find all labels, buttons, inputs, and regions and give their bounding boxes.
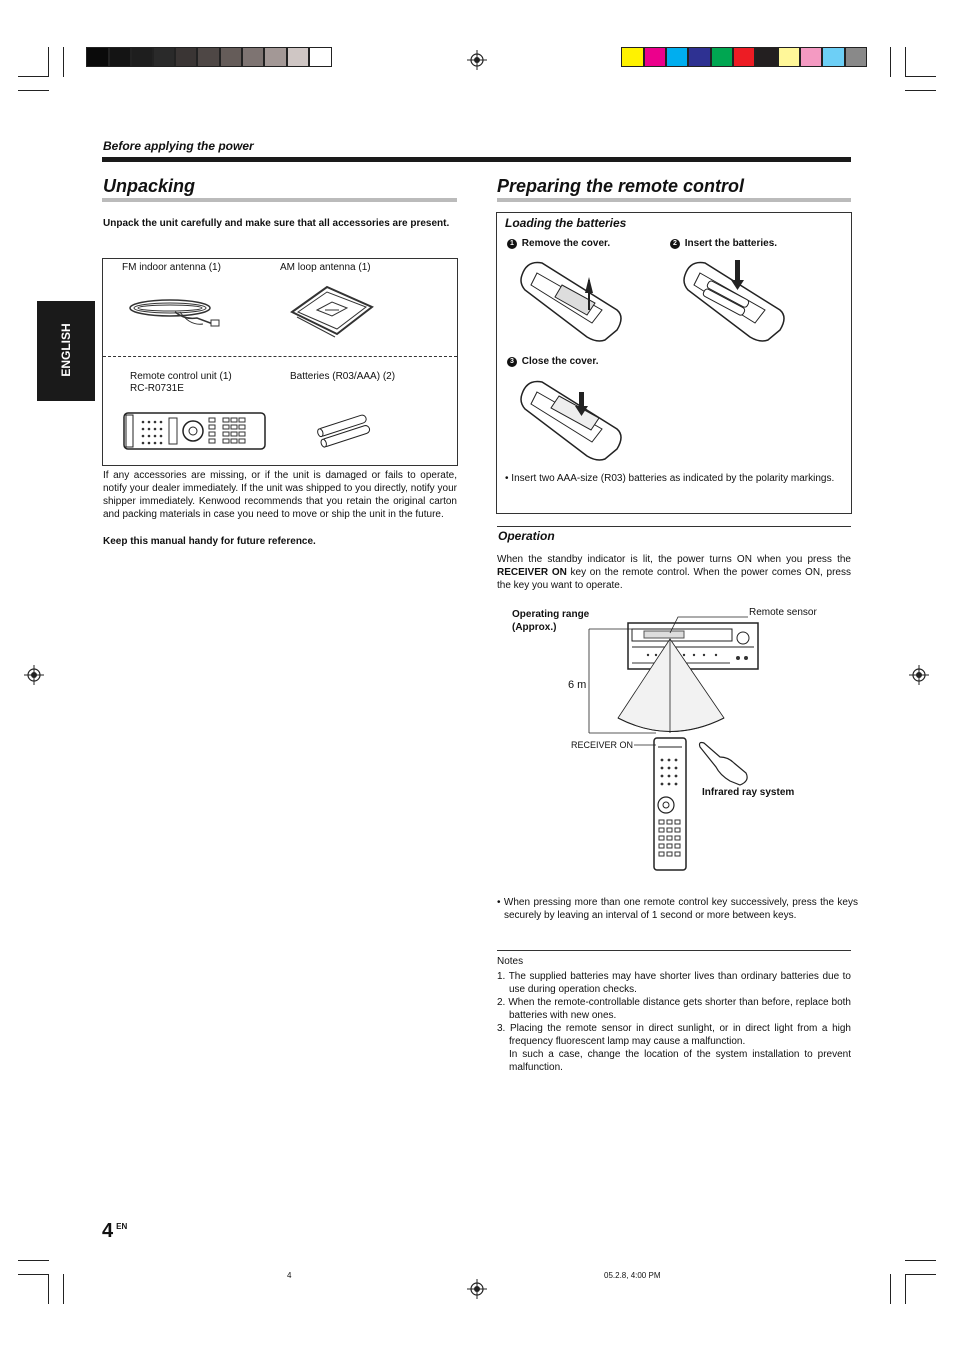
remove-cover-image	[517, 255, 627, 345]
operating-range-approx: (Approx.)	[512, 622, 557, 633]
accessory-fm-antenna-label: FM indoor antenna (1)	[122, 262, 221, 273]
notes-rule	[497, 950, 851, 951]
operation-rule	[497, 526, 851, 527]
note-1-number: 1.	[497, 971, 506, 982]
am-antenna-image	[287, 282, 377, 342]
step-1	[507, 237, 610, 250]
keep-manual-note: Keep this manual handy for future reference.	[103, 536, 316, 547]
step-2-text: Insert the batteries.	[684, 238, 778, 249]
step-3	[507, 355, 598, 368]
remote-sensor-label: Remote sensor	[749, 607, 817, 618]
note-item-2	[497, 996, 851, 1022]
note-1-text: The supplied batteries may have shorter lives than ordinary batteries due to use during operation checks.	[508, 971, 851, 995]
operation-bullet-text: When pressing more than one remote control key successively, press the keys securely by leaving an interval of 1 second or more between keys.	[503, 897, 858, 921]
note-2-text: When the remote-controllable distance gets shorter than before, replace both batteries with new ones.	[508, 997, 851, 1021]
registration-target-bottom	[467, 1279, 487, 1299]
loading-bullet	[505, 472, 850, 485]
infrared-label: Infrared ray system	[702, 787, 795, 798]
insert-batteries-image	[680, 255, 790, 345]
step-1-number: 1	[507, 239, 517, 249]
bullet-dot: •	[505, 473, 509, 484]
page-number-value: 4	[102, 1220, 114, 1242]
page-number-suffix: EN	[116, 1222, 128, 1231]
note-item-3	[497, 1022, 851, 1048]
note-item-3-extra: In such a case, change the location of the system installation to prevent malfunction.	[509, 1049, 851, 1073]
batteries-image	[313, 417, 378, 445]
distance-label: 6 m	[568, 679, 587, 691]
accessory-remote-label: Remote control unit (1)	[130, 371, 232, 382]
unpacking-title-rule	[102, 198, 457, 202]
loading-bullet-text: Insert two AAA-size (R03) batteries as indicated by the polarity markings.	[511, 473, 835, 484]
note-2-number: 2.	[497, 997, 506, 1008]
notes-list	[497, 970, 851, 1074]
notes-title: Notes	[497, 956, 524, 967]
unpacking-title: Unpacking	[103, 176, 196, 196]
step-2	[670, 237, 777, 250]
operation-text-after: key on the remote control. When the power comes ON, press the key you want to operate.	[497, 567, 851, 591]
accessory-am-antenna-label: AM loop antenna (1)	[280, 262, 371, 273]
note-3-text: Placing the remote sensor in direct sunlight, or in direct light from a high frequency fluorescent lamp may cause a malfunction.	[509, 1023, 851, 1047]
accessory-batteries-label: Batteries (R03/AAA) (2)	[290, 371, 396, 382]
note-item-1	[497, 970, 851, 996]
accessory-remote-model: RC-R0731E	[130, 383, 184, 394]
remote-title-rule	[497, 198, 851, 202]
page-number	[102, 1220, 127, 1243]
step-1-text: Remove the cover.	[521, 238, 611, 249]
loading-batteries-title: Loading the batteries	[505, 216, 627, 230]
note-3-number: 3.	[497, 1023, 506, 1034]
operation-bullet-dot: •	[497, 897, 501, 908]
remote-title: Preparing the remote control	[497, 176, 745, 196]
header-rule	[102, 157, 851, 162]
operation-title: Operation	[498, 529, 555, 543]
close-cover-image	[517, 374, 627, 464]
unpacking-intro: Unpack the unit carefully and make sure that all accessories are present.	[103, 218, 450, 229]
step-3-number: 3	[507, 357, 517, 367]
print-timestamp: 05.2.8, 4:00 PM	[604, 1271, 661, 1280]
fm-antenna-image	[125, 290, 220, 340]
accessories-divider	[103, 356, 457, 357]
print-page-number: 4	[287, 1271, 292, 1280]
operating-range-label: Operating range	[512, 609, 590, 620]
missing-accessories-note: If any accessories are missing, or if the unit is damaged or fails to operate, notify your dealer immediately. If the unit was shipped to you directly, notify your shipper immediately. Kenwood recommends that you retain the original carton and packing materials in case you need to move or ship the unit in the future.	[103, 470, 457, 520]
operation-bullet	[497, 896, 858, 922]
registration-target-right	[909, 665, 929, 685]
step-2-number: 2	[670, 239, 680, 249]
section-header: Before applying the power	[103, 139, 254, 153]
language-tab-label: ENGLISH	[59, 323, 73, 377]
step-3-text: Close the cover.	[521, 356, 599, 367]
remote-control-image	[123, 412, 266, 450]
operation-range-diagram	[560, 605, 830, 875]
receiver-on-key: RECEIVER ON	[497, 567, 567, 578]
receiver-on-label: RECEIVER ON	[571, 740, 634, 750]
operation-text	[497, 553, 851, 592]
operation-text-before: When the standby indicator is lit, the power turns ON when you press the	[497, 554, 851, 565]
registration-target-top	[467, 50, 487, 70]
registration-target-left	[24, 665, 44, 685]
